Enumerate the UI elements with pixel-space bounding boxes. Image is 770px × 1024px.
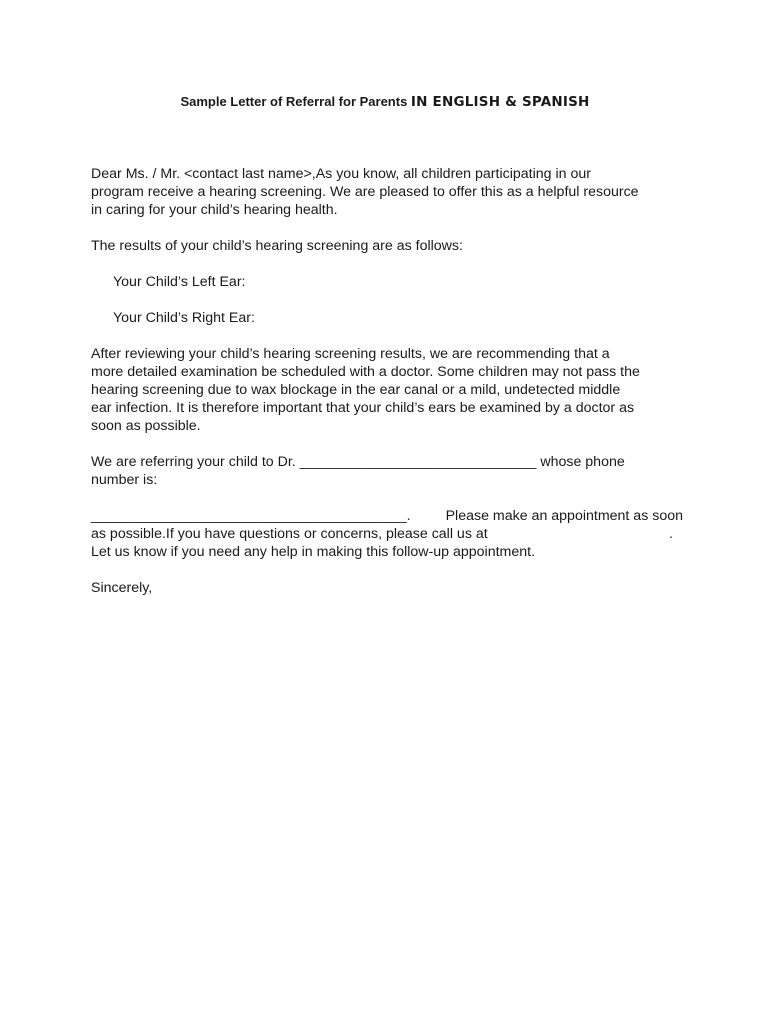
appointment-line: Let us know if you need any help in making this follow-up appointment. — [91, 544, 536, 560]
recommendation-line: ear infection. It is therefore important that your child’s ears be examined by a doctor as — [91, 400, 635, 416]
recommendation-line: After reviewing your child’s hearing screening results, we are recommending that a — [91, 346, 610, 362]
results-intro: The results of your child’s hearing screening are as follows: — [91, 238, 463, 254]
appointment-paragraph — [91, 507, 683, 561]
right-ear-label: Your Child’s Right Ear: — [113, 310, 255, 326]
referral-doctor-line: We are referring your child to Dr. ______________________________ whose phone — [91, 454, 625, 470]
greeting-line: Dear Ms. / Mr. <contact last name>,As you know, all children participating in our — [91, 166, 591, 182]
phone-blank: ________________________________________. — [91, 508, 411, 524]
left-ear-label: Your Child’s Left Ear: — [113, 274, 246, 290]
greeting-paragraph — [91, 165, 683, 219]
appointment-line — [91, 525, 683, 543]
referral-phone-line: number is: — [91, 472, 158, 488]
title-emphasis: IN ENGLISH & SPANISH — [410, 94, 590, 110]
title-prefix: Sample Letter of Referral for Parents — [180, 94, 411, 109]
recommendation-line: hearing screening due to wax blockage in the ear canal or a mild, undetected middle — [91, 382, 621, 398]
appointment-line — [91, 507, 683, 525]
greeting-line: in caring for your child’s hearing health. — [91, 202, 338, 218]
referral-paragraph — [91, 453, 683, 489]
letter-body — [91, 165, 683, 597]
recommendation-line: soon as possible. — [91, 418, 201, 434]
contact-phone-end: . — [669, 526, 673, 542]
closing: Sincerely, — [91, 580, 153, 596]
contact-request-text: as possible.If you have questions or concerns, please call us at — [91, 526, 488, 542]
appointment-request-text: Please make an appointment as soon — [445, 508, 683, 524]
page-title — [0, 93, 770, 111]
greeting-line: program receive a hearing screening. We are pleased to offer this as a helpful resource — [91, 184, 639, 200]
recommendation-paragraph — [91, 345, 683, 435]
recommendation-line: more detailed examination be scheduled with a doctor. Some children may not pass the — [91, 364, 640, 380]
